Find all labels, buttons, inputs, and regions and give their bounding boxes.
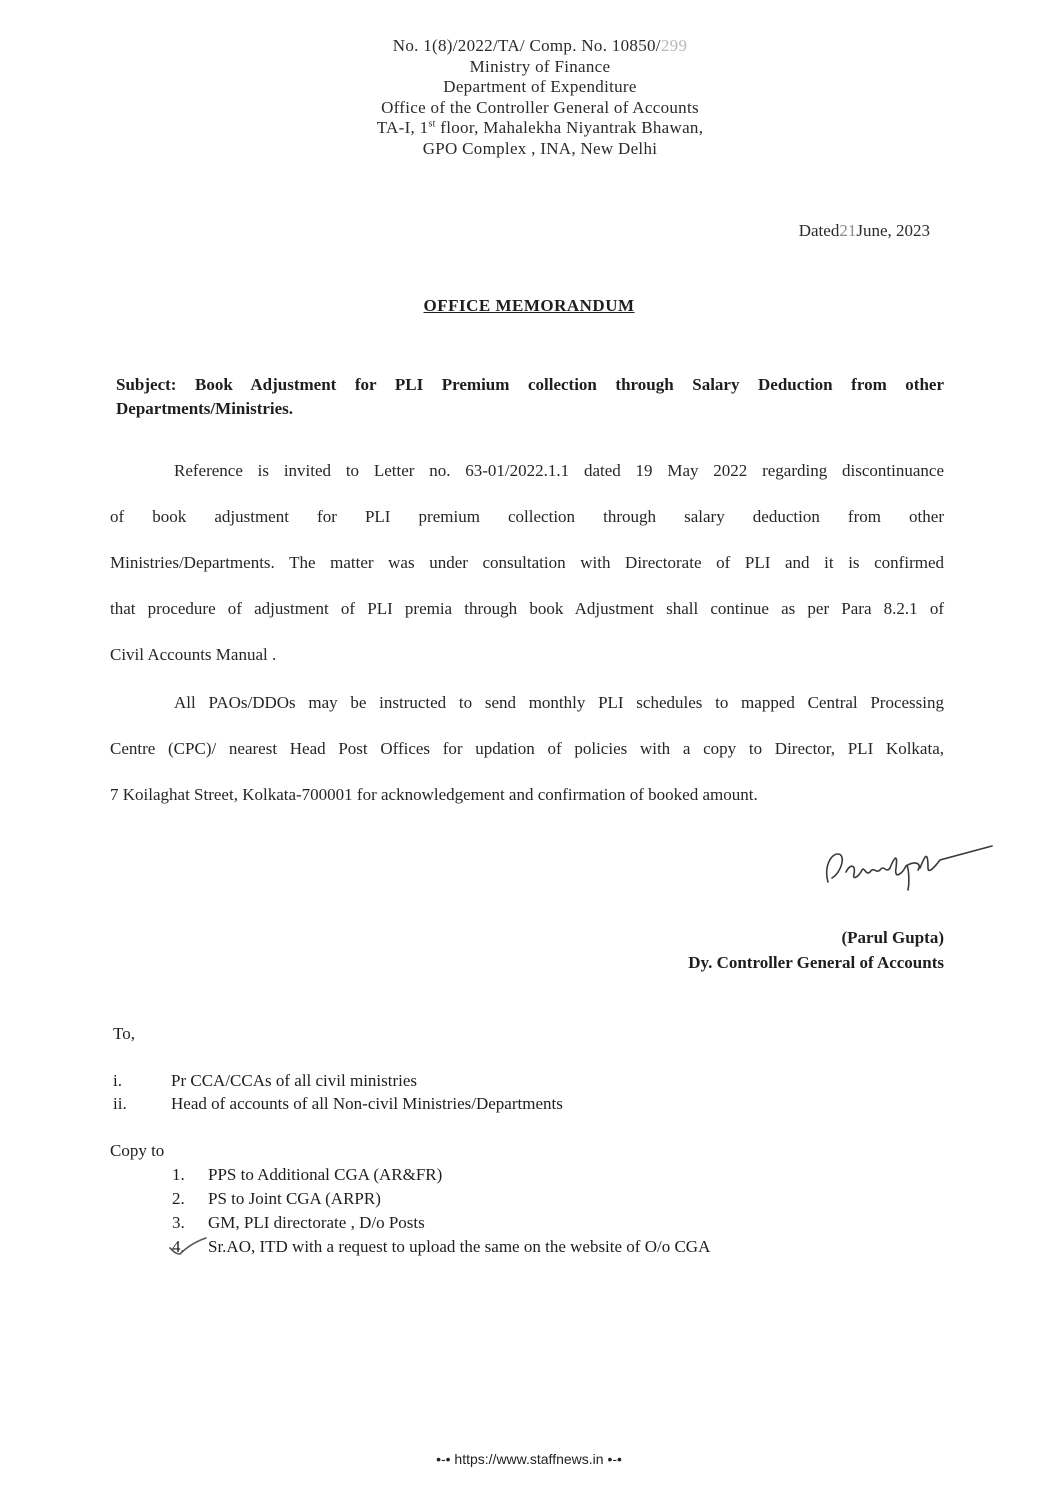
recipient-item: ii. Head of accounts of all Non-civil Ministries/Departments — [113, 1094, 563, 1113]
office-address: TA-I, 1st floor, Mahalekha Niyantrak Bhawan, — [376, 118, 704, 137]
letterhead — [300, 36, 780, 159]
department-name: Department of Expenditure — [443, 77, 637, 96]
office-name: Office of the Controller General of Accounts — [381, 97, 699, 117]
copy-item: 3. GM, PLI directorate , D/o Posts — [172, 1213, 425, 1232]
signatory-name: (Parul Gupta) — [841, 928, 944, 947]
to-label: To, — [113, 1024, 135, 1043]
paragraph-instructions: All PAOs/DDOs may be instructed to send monthly PLI schedules to mapped Central Processing Centre (CPC)/ nearest Head Post Offices for updation of policies with a copy to Director, PLI Kolkata, 7 Koilaghat Street, Kolkata-700001 for acknowledgement and confirmation of booked amount. — [110, 693, 944, 804]
signatory-designation: Dy. Controller General of Accounts — [688, 953, 944, 972]
footer-url: •-• https://www.staffnews.in •-• — [436, 1451, 622, 1467]
tick-mark-icon — [168, 1236, 208, 1258]
paragraph-reference: Reference is invited to Letter no. 63-01/2022.1.1 dated 19 May 2022 regarding discontinuance of book adjustment for PLI premium collection through salary deduction from other Ministries/Departments. The matter was under consultation with Directorate of PLI and it is confirmed that procedure of adjustment of PLI premia through book Adjustment shall continue as per Para 8.2.1 of Civil Accounts Manual . — [110, 461, 944, 664]
handwritten-signature — [816, 838, 996, 902]
copy-to-label: Copy to — [110, 1141, 165, 1160]
ministry-name: Ministry of Finance — [469, 56, 611, 76]
copy-item: 2. PS to Joint CGA (ARPR) — [172, 1189, 381, 1208]
memo-title: OFFICE MEMORANDUM — [423, 296, 635, 315]
date-day: 21 — [839, 221, 857, 240]
office-city: GPO Complex , INA, New Delhi — [422, 138, 658, 158]
reference-number: No. 1(8)/2022/TA/ Comp. No. 10850/299 — [392, 36, 688, 55]
date-line: Dated21June, 2023 — [798, 221, 930, 240]
recipient-item: i. Pr CCA/CCAs of all civil ministries — [113, 1071, 418, 1090]
subject-line: Subject: Book Adjustment for PLI Premium collection through Salary Deduction from other Departments/Ministries. — [116, 375, 944, 418]
copy-item: 1. PPS to Additional CGA (AR&FR) — [172, 1165, 443, 1184]
copy-item: 4. Sr.AO, ITD with a request to upload the same on the website of O/o CGA — [172, 1237, 711, 1256]
reference-suffix: 299 — [660, 36, 688, 55]
